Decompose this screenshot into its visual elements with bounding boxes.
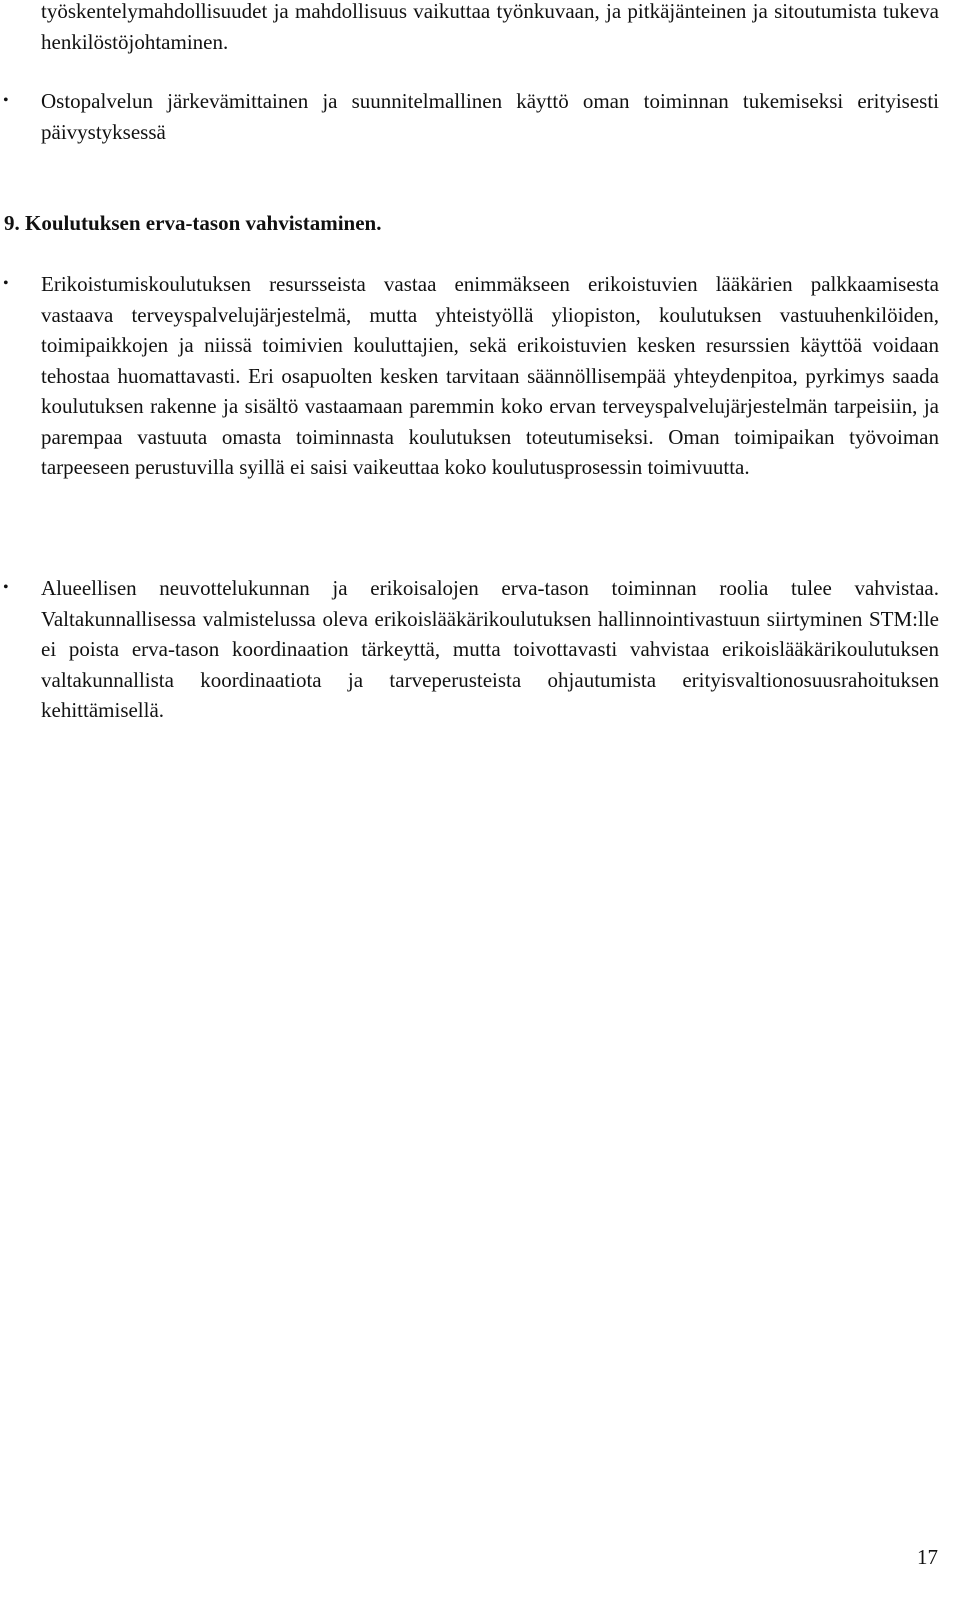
continued-paragraph	[41, 0, 939, 57]
list-item	[3, 573, 939, 726]
bullet-icon: •	[3, 579, 9, 596]
list-item	[3, 86, 939, 147]
list-item-text: Ostopalvelun järkevämittainen ja suunnitelmallinen käyttö oman toiminnan tukemiseksi erityisesti päivystyksessä	[41, 89, 939, 144]
list-item	[3, 269, 939, 483]
paragraph-text: työskentelymahdollisuudet ja mahdollisuus vaikuttaa työnkuvaan, ja pitkäjänteinen ja sitoutumista tukeva henkilöstöjohtaminen.	[41, 0, 939, 54]
bullet-icon: •	[3, 92, 9, 109]
bullet-icon: •	[3, 275, 9, 292]
page-number: 17	[917, 1545, 938, 1569]
list-item-text: Erikoistumiskoulutuksen resursseista vastaa enimmäkseen erikoistuvien lääkärien palkkaamisesta vastaava terveyspalvelujärjestelmä, mutta yhteistyöllä yliopiston, koulutuksen vastuuhenkilöiden, toimipaikkojen ja niissä toimivien kouluttajien, sekä erikoistuvien kesken resurssien käyttöä voidaan tehostaa huomattavasti. Eri osapuolten kesken tarvitaan säännöllisempää yhteydenpitoa, pyrkimys saada koulutuksen rakenne ja sisältö vastaamaan paremmin koko ervan terveyspalvelujärjestelmän tarpeisiin, ja parempaa vastuuta omasta toiminnasta koulutuksen toteutumiseksi. Oman toimipaikan työvoiman tarpeeseen perustuvilla syillä ei saisi vaikeuttaa koko koulutusprosessin toimivuutta.	[41, 272, 939, 479]
list-item-text: Alueellisen neuvottelukunnan ja erikoisalojen erva-tason toiminnan roolia tulee vahvistaa. Valtakunnallisessa valmistelussa oleva erikoislääkärikoulutuksen hallinnointivastuun siirtyminen STM:lle ei poista erva-tason koordinaation tärkeyttä, mutta toivottavasti vahvistaa erikoislääkärikoulutuksen valtakunnallista koordinaatiota ja tarveperusteista ohjautumista erityisvaltionosuusrahoituksen kehittämisellä.	[41, 576, 939, 722]
section-heading: 9. Koulutuksen erva-tason vahvistaminen.	[4, 211, 382, 235]
